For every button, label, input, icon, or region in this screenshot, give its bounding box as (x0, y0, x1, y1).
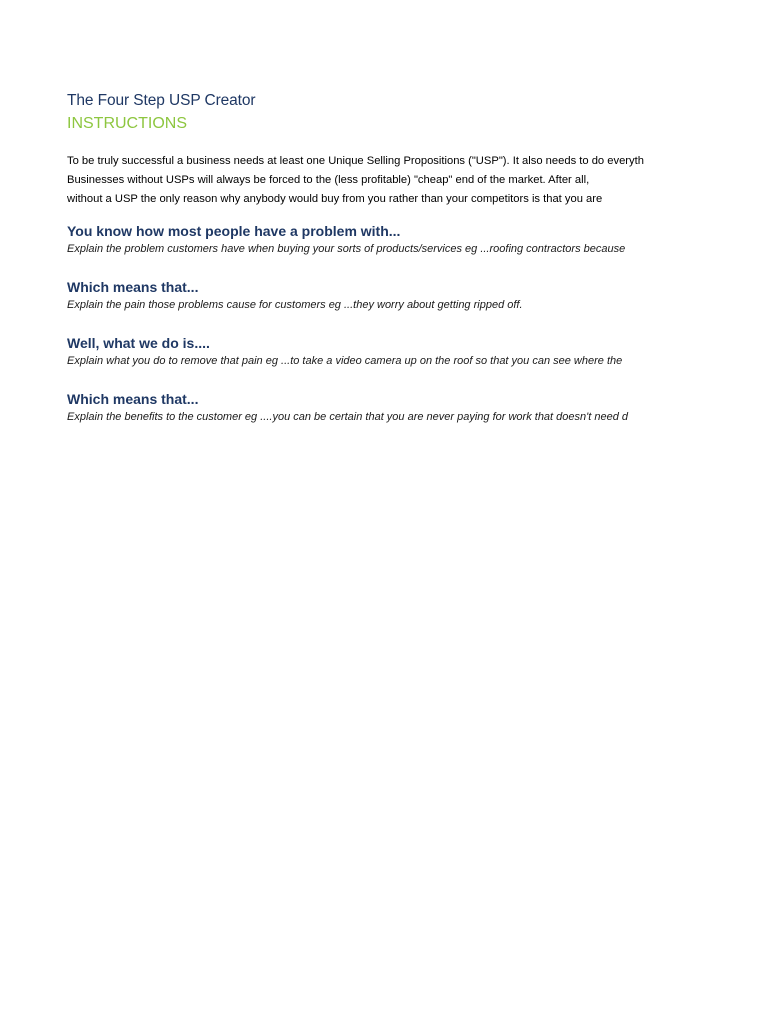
intro-paragraph (67, 152, 708, 209)
step-1 (67, 221, 708, 257)
step-body: Explain what you do to remove that pain eg ...to take a video camera up on the roof so that you can see where the (67, 355, 623, 367)
document-title: The Four Step USP Creator (67, 92, 256, 109)
step-body: Explain the pain those problems cause for customers eg ...they worry about getting ripped off. (67, 299, 523, 311)
document-subtitle: INSTRUCTIONS (67, 115, 187, 132)
step-3 (67, 333, 708, 369)
step-body: Explain the benefits to the customer eg ....you can be certain that you are never paying for work that doesn't need d (67, 411, 628, 423)
step-4 (67, 389, 708, 425)
step-heading: You know how most people have a problem with... (67, 223, 401, 239)
step-heading: Well, what we do is.... (67, 335, 210, 351)
step-heading: Which means that... (67, 279, 199, 295)
step-body: Explain the problem customers have when buying your sorts of products/services eg ...roofing contractors because (67, 243, 626, 255)
intro-line: Businesses without USPs will always be forced to the (less profitable) "cheap" end of the market. After all, (67, 174, 590, 186)
document-content (67, 90, 708, 445)
intro-line: To be truly successful a business needs at least one Unique Selling Propositions ("USP"). It also needs to do everyth (67, 155, 644, 167)
intro-line: without a USP the only reason why anybody would buy from you rather than your competitors is that you are (67, 193, 603, 205)
step-heading: Which means that... (67, 391, 199, 407)
step-2 (67, 277, 708, 313)
